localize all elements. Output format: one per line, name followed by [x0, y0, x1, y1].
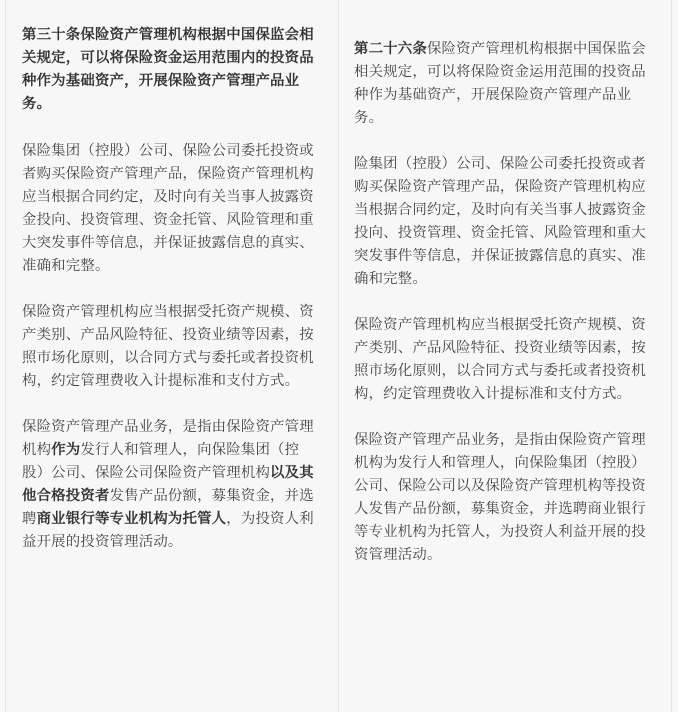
left-article-heading: [22, 24, 316, 116]
right-paragraph-2: 险集团（控股）公司、保险公司委托投资或者购买保险资产管理产品，保险资产管理机构应当根据合同约定，及时向有关当事人披露资金投向、投资管理、资金托管、风险管理和重大突发事件等信息，并保证披露信息的真实、准确和完整。: [354, 156, 646, 287]
left-p4-text-2: 发行人和管理人，向保险集团（控股）公司、保险公司保险资产管理机构: [22, 442, 300, 481]
right-paragraph-4: 保险资产管理产品业务，是指由保险资产管理机构为发行人和管理人，向保险集团（控股）公司、保险公司以及保险资产管理机构等投资人发售产品份额，募集资金，并选聘商业银行等专业机构为托管人，为投资人利益开展的投资管理活动。: [354, 432, 646, 563]
left-paragraph-2: 保险集团（控股）公司、保险公司委托投资或者购买保险资产管理产品，保险资产管理机构应当根据合同约定，及时向有关当事人披露资金投向、投资管理、资金托管、风险管理和重大突发事件等信息，并保证披露信息的真实、准确和完整。: [22, 143, 314, 274]
right-column-old-rules: [339, 0, 671, 712]
right-p1-text: 保险资产管理机构根据中国保监会相关规定，可以将保险资金运用范围的投资品种作为基础资产，开展保险资产管理产品业务。: [354, 41, 646, 126]
left-paragraph-4: [22, 416, 316, 554]
left-paragraph-3: 保险资产管理机构应当根据受托资产规模、资产类别、产品风险特征、投资业绩等因素，按照市场化原则，以合同方式与委托或者投资机构，约定管理费收入计提标准和支付方式。: [22, 304, 314, 389]
right-article-number: 第二十六条: [354, 41, 427, 57]
left-column-new-rules: [6, 0, 339, 712]
left-p4-bold-2: 以及其他合格投资者: [22, 465, 314, 504]
right-paragraph-1: [354, 38, 657, 130]
left-p4-bold-1: 作为: [51, 442, 81, 458]
left-p4-text-3: 发售产品份额，募集资金，并选聘: [22, 488, 314, 527]
left-p4-text-4: ，为投资人利益开展的投资管理活动。: [22, 511, 314, 550]
left-p4-bold-3: 商业银行等专业机构为托管人: [36, 511, 227, 527]
left-article-heading-text: 第三十条保险资产管理机构根据中国保监会相关规定，可以将保险资金运用范围内的投资品种作为基础资产，开展保险资产管理产品业务。: [22, 27, 314, 112]
right-paragraph-3: 保险资产管理机构应当根据受托资产规模、资产类别、产品风险特征、投资业绩等因素，按照市场化原则，以合同方式与委托或者投资机构，约定管理费收入计提标准和支付方式。: [354, 317, 646, 402]
left-p4-text-1: 保险资产管理产品业务，是指由保险资产管理机构: [22, 419, 314, 458]
comparison-table: [5, 0, 672, 712]
